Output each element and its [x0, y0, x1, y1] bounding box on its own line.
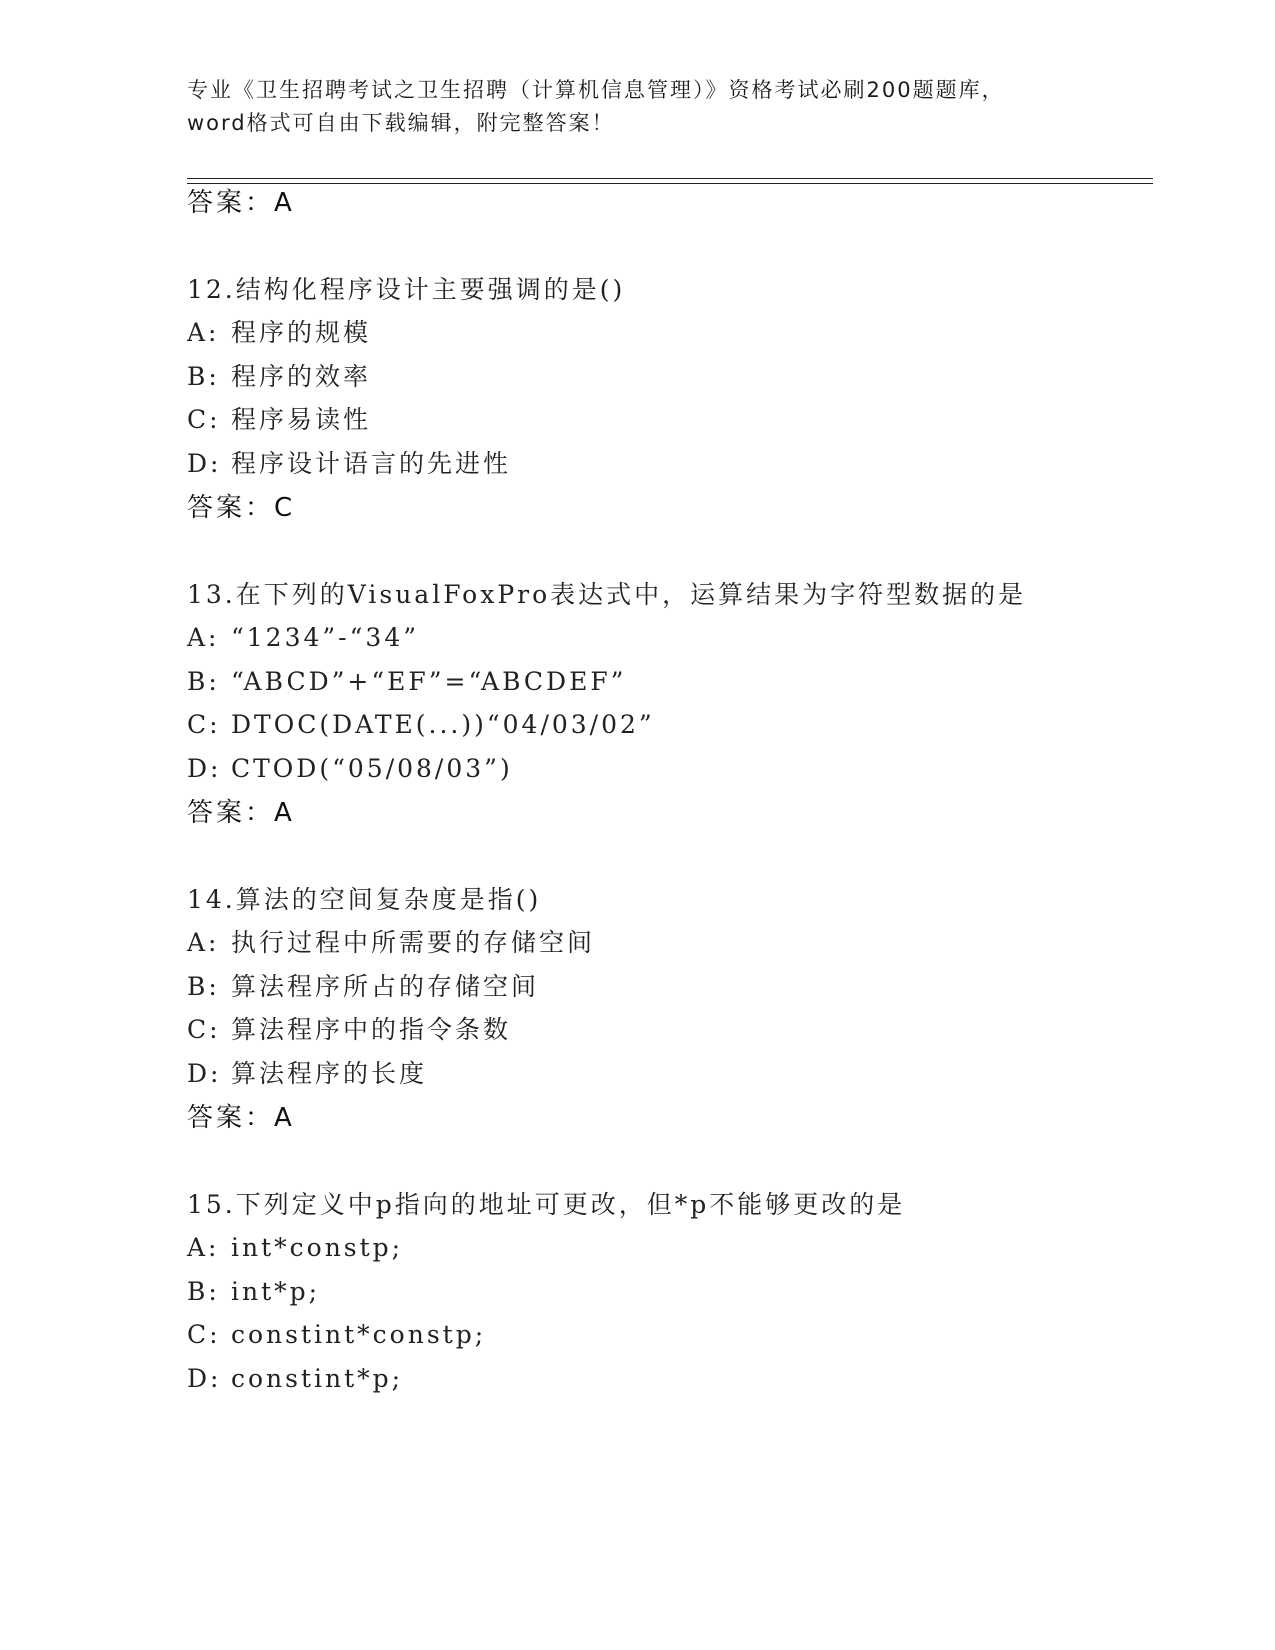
option-text: “1234”-“34” — [231, 623, 420, 652]
option-text: 算法程序所占的存储空间 — [231, 972, 540, 1001]
option-text: 程序的效率 — [231, 362, 372, 391]
option-label: C: — [187, 1015, 221, 1044]
option-label: B: — [187, 1277, 220, 1306]
question-13-option-b — [187, 667, 626, 697]
option-label: D: — [187, 449, 222, 478]
option-label: C: — [187, 405, 221, 434]
option-text: CTOD(“05/08/03”) — [231, 754, 513, 783]
question-12-text: 12.结构化程序设计主要强调的是() — [187, 275, 626, 304]
question-15-option-c — [187, 1320, 486, 1350]
question-12-option-c — [187, 405, 371, 435]
previous-answer: 答案：A — [187, 188, 295, 218]
option-text: 程序的规模 — [231, 318, 372, 347]
question-12-answer: 答案：C — [187, 493, 296, 523]
option-label: C: — [187, 1320, 221, 1349]
question-14-option-b — [187, 972, 539, 1002]
option-label: D: — [187, 754, 222, 783]
question-14-option-d — [187, 1059, 427, 1089]
option-text: 算法程序的长度 — [231, 1059, 428, 1088]
option-label: C: — [187, 710, 221, 739]
option-label: A: — [187, 623, 220, 652]
question-15-option-d — [187, 1364, 403, 1394]
option-text: 执行过程中所需要的存储空间 — [231, 928, 596, 957]
document-header — [187, 74, 1107, 140]
question-13-option-d — [187, 754, 513, 784]
option-label: D: — [187, 1364, 222, 1393]
option-text: 程序易读性 — [231, 405, 372, 434]
question-12-option-a — [187, 318, 371, 348]
option-label: D: — [187, 1059, 222, 1088]
question-13-option-a — [187, 623, 419, 653]
question-13-option-c — [187, 710, 655, 740]
option-text: int*constp; — [231, 1233, 404, 1262]
question-15-option-b — [187, 1277, 320, 1307]
option-text: 程序设计语言的先进性 — [231, 449, 512, 478]
question-12-option-d — [187, 449, 511, 479]
header-line-2: word格式可自由下载编辑，附完整答案！ — [187, 111, 615, 135]
question-14-option-c — [187, 1015, 511, 1045]
option-text: 算法程序中的指令条数 — [231, 1015, 512, 1044]
option-text: DTOC(DATE(...))“04/03/02” — [231, 710, 655, 739]
option-label: A: — [187, 1233, 220, 1262]
question-14-option-a — [187, 928, 595, 958]
question-15-option-a — [187, 1233, 403, 1263]
question-14-text: 14.算法的空间复杂度是指() — [187, 885, 542, 914]
option-label: B: — [187, 972, 220, 1001]
option-label: A: — [187, 928, 220, 957]
option-label: B: — [187, 667, 220, 696]
option-text: int*p; — [231, 1277, 321, 1306]
header-divider-top — [187, 178, 1153, 179]
question-14-answer: 答案：A — [187, 1103, 295, 1133]
option-text: constint*constp; — [231, 1320, 487, 1349]
header-divider-bottom — [187, 183, 1153, 184]
option-label: A: — [187, 318, 220, 347]
option-text: constint*p; — [231, 1364, 404, 1393]
header-line-1: 专业《卫生招聘考试之卫生招聘（计算机信息管理）》资格考试必刷200题题库， — [187, 78, 1005, 102]
option-label: B: — [187, 362, 220, 391]
question-15-text: 15.下列定义中p指向的地址可更改，但*p不能够更改的是 — [187, 1190, 906, 1219]
question-13-answer: 答案：A — [187, 798, 295, 828]
option-text: “ABCD”+“EF”=“ABCDEF” — [231, 667, 627, 696]
question-13-text: 13.在下列的VisualFoxPro表达式中，运算结果为字符型数据的是 — [187, 580, 1027, 609]
question-12-option-b — [187, 362, 371, 392]
